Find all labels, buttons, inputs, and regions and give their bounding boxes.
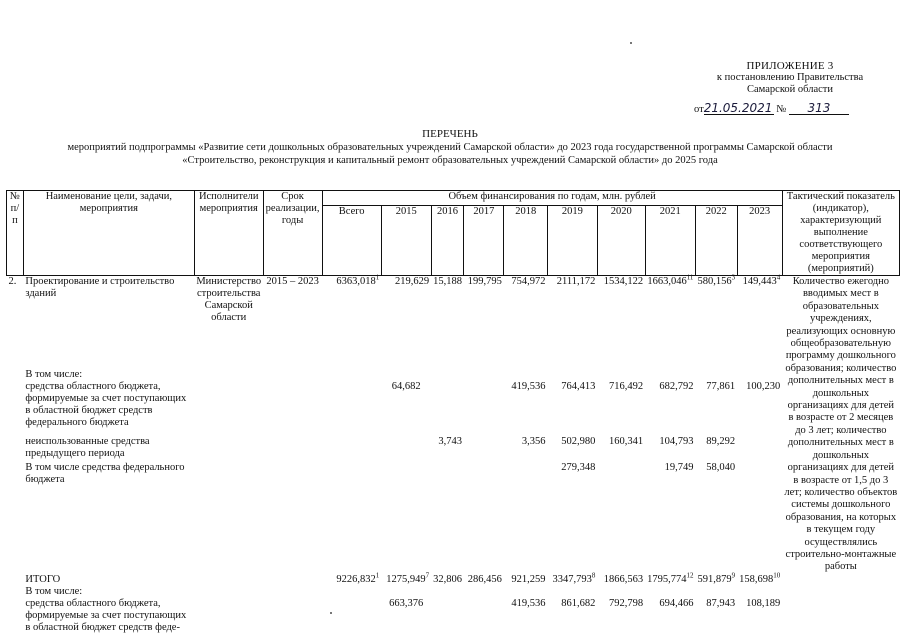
row-value: 716,492 (608, 380, 644, 392)
header-year: 2017 (464, 206, 504, 276)
row-value (464, 462, 504, 489)
row-executor: Министерство строительства Самарской области (196, 276, 262, 323)
table-row-regional (7, 369, 900, 436)
row-value (737, 436, 782, 463)
row-value: 219,629 (394, 276, 430, 287)
itogo-including-label: В том числе: (25, 585, 83, 597)
handwritten-number: 313 (789, 102, 849, 115)
row-value: 19,749 (664, 462, 694, 474)
header-name: Наименование цели, задачи, мероприятия (23, 191, 194, 276)
row-value: 100,230 (746, 380, 781, 392)
row-indicator: Количество ежегодно вводимых мест в образовательных учреждениях, реализующих основную общеобразовательную программу дошкольного образования; количество дополнительных мест в дошкольных организациях для детей в возрасте от 2 месяцев до 3 лет; количество дополнительных мест в дошкольных организациях для детей в возрасте от 1,5 до 3 лет; количество объектов системы дошкольного образования, на которых в текущем году осуществлялись строительно-монтажные работы (784, 276, 898, 573)
row-value (597, 462, 645, 489)
table-header (7, 191, 900, 276)
row-value: 199,795 (467, 276, 502, 287)
row-value: 682,792 (659, 380, 694, 392)
row-value (464, 586, 504, 634)
appendix-date-line (690, 102, 890, 116)
table-row-itogo-regional (7, 586, 900, 634)
row-value: 502,980 (561, 435, 596, 447)
row-value: 1534,122 (603, 276, 644, 287)
row-value: 108,189 (746, 597, 781, 609)
row-value (504, 462, 548, 489)
from-label: от (694, 104, 704, 115)
itogo-value: 286,456 (467, 573, 502, 585)
row-value: 3,743 (438, 435, 462, 447)
row-value: 3,356 (521, 435, 546, 447)
row-value: 1663,046$^{11}$ (647, 273, 694, 287)
header-year: 2022 (695, 206, 737, 276)
number-label: № (776, 104, 787, 115)
table-row-federal (7, 462, 900, 489)
itogo-value: 158,698$^{10}$ (739, 571, 781, 585)
row-value: 77,861 (706, 380, 736, 392)
row-value (737, 462, 782, 489)
itogo-value: 32,806 (433, 573, 462, 585)
table-row-2 (7, 276, 900, 369)
row-total: 6363,018$^1$ (336, 273, 380, 287)
header-executor: Исполнители мероприятия (194, 191, 263, 276)
header-year: 2018 (504, 206, 548, 276)
header-total: Всего (322, 206, 381, 276)
row-term: 2015 – 2023 (266, 276, 319, 287)
row-value: 861,682 (561, 597, 596, 609)
federal-name: В том числе средства федерального бюджета (25, 462, 185, 486)
appendix-line-1: к постановлению Правительства (716, 72, 864, 83)
row-value: 419,536 (511, 380, 546, 392)
scan-speck (630, 42, 632, 44)
header-year: 2020 (597, 206, 645, 276)
header-term: Срок реализации, годы (263, 191, 322, 276)
table-row-unused (7, 436, 900, 463)
table-row-itogo (7, 574, 900, 586)
document-heading (0, 128, 900, 167)
row-value: 64,682 (391, 380, 421, 392)
row-value (381, 436, 431, 463)
handwritten-date: 21.05.2021 (703, 101, 773, 115)
row-value (431, 369, 464, 436)
itogo-value: 1795,774$^{12}$ (647, 571, 694, 585)
row-value: 792,798 (608, 597, 644, 609)
heading-line-2: «Строительство, реконструкция и капитальный ремонт образовательных учреждений Самарской области» до 2025 года (182, 155, 718, 166)
header-year: 2016 (431, 206, 464, 276)
row-value (431, 586, 464, 634)
row-value: 104,793 (659, 435, 694, 447)
table-body (7, 273, 900, 634)
row-name (23, 586, 194, 634)
itogo-regional-name: средства областного бюджета, формируемые за счет поступающих в областной бюджет средств феде- (25, 597, 187, 633)
row-name (23, 369, 194, 436)
row-value: 160,341 (608, 435, 644, 447)
header-year: 2023 (737, 206, 782, 276)
row-value: 663,376 (389, 597, 424, 609)
header-year: 2015 (381, 206, 431, 276)
header-indicator: Тактический показатель (индикатор), характеризующий выполнение соответствующего мероприятия (мероприятий) (782, 191, 899, 276)
row-name: Проектирование и строительство зданий (25, 276, 175, 299)
header-funding: Объем финансирования по годам, млн. рублей (322, 191, 782, 206)
scan-speck (330, 612, 332, 614)
row-value (431, 462, 464, 489)
document-title: ПЕРЕЧЕНЬ (422, 128, 478, 140)
row-num: 2. (8, 276, 17, 287)
spacer-row (7, 489, 900, 574)
heading-line-1: мероприятий подпрограммы «Развитие сети дошкольных образовательных учреждений Самарской области» до 2023 года государственной программы Самарской области (67, 142, 833, 153)
unused-name: неиспользованные средства предыдущего периода (25, 435, 150, 459)
itogo-total: 9226,832$^1$ (336, 571, 380, 585)
row-value: 15,188 (433, 276, 462, 287)
itogo-value: 1275,949$^7$ (386, 571, 430, 585)
row-value: 764,413 (561, 380, 596, 392)
itogo-value: 1866,563 (603, 573, 644, 585)
header-year: 2021 (645, 206, 695, 276)
row-value: 694,466 (659, 597, 694, 609)
itogo-value: 591,879$^9$ (697, 571, 736, 585)
itogo-value: 3347,793$^8$ (552, 571, 596, 585)
header-year: 2019 (548, 206, 598, 276)
appendix-block (690, 60, 890, 116)
header-num: № п/п (7, 191, 24, 276)
row-value: 58,040 (706, 462, 736, 474)
row-value: 2111,172 (556, 276, 596, 287)
regional-name: средства областного бюджета, формируемые за счет поступающих в областной бюджет средств федерального бюджета (25, 380, 187, 428)
itogo-name: ИТОГО (25, 573, 61, 585)
activities-table (6, 190, 900, 634)
row-value: 87,943 (706, 597, 736, 609)
row-value (464, 369, 504, 436)
row-value: 89,292 (706, 435, 736, 447)
row-value: 279,348 (561, 462, 596, 474)
appendix-title: ПРИЛОЖЕНИЕ 3 (746, 60, 834, 72)
row-value: 754,972 (511, 276, 546, 287)
row-value: 149,443$^4$ (742, 273, 781, 287)
row-value (464, 436, 504, 463)
appendix-line-2: Самарской области (747, 84, 833, 95)
row-value: 580,156$^3$ (697, 273, 736, 287)
itogo-value: 921,259 (511, 573, 546, 585)
row-value: 419,536 (511, 597, 546, 609)
row-value (381, 462, 431, 489)
including-label: В том числе: (25, 368, 83, 380)
